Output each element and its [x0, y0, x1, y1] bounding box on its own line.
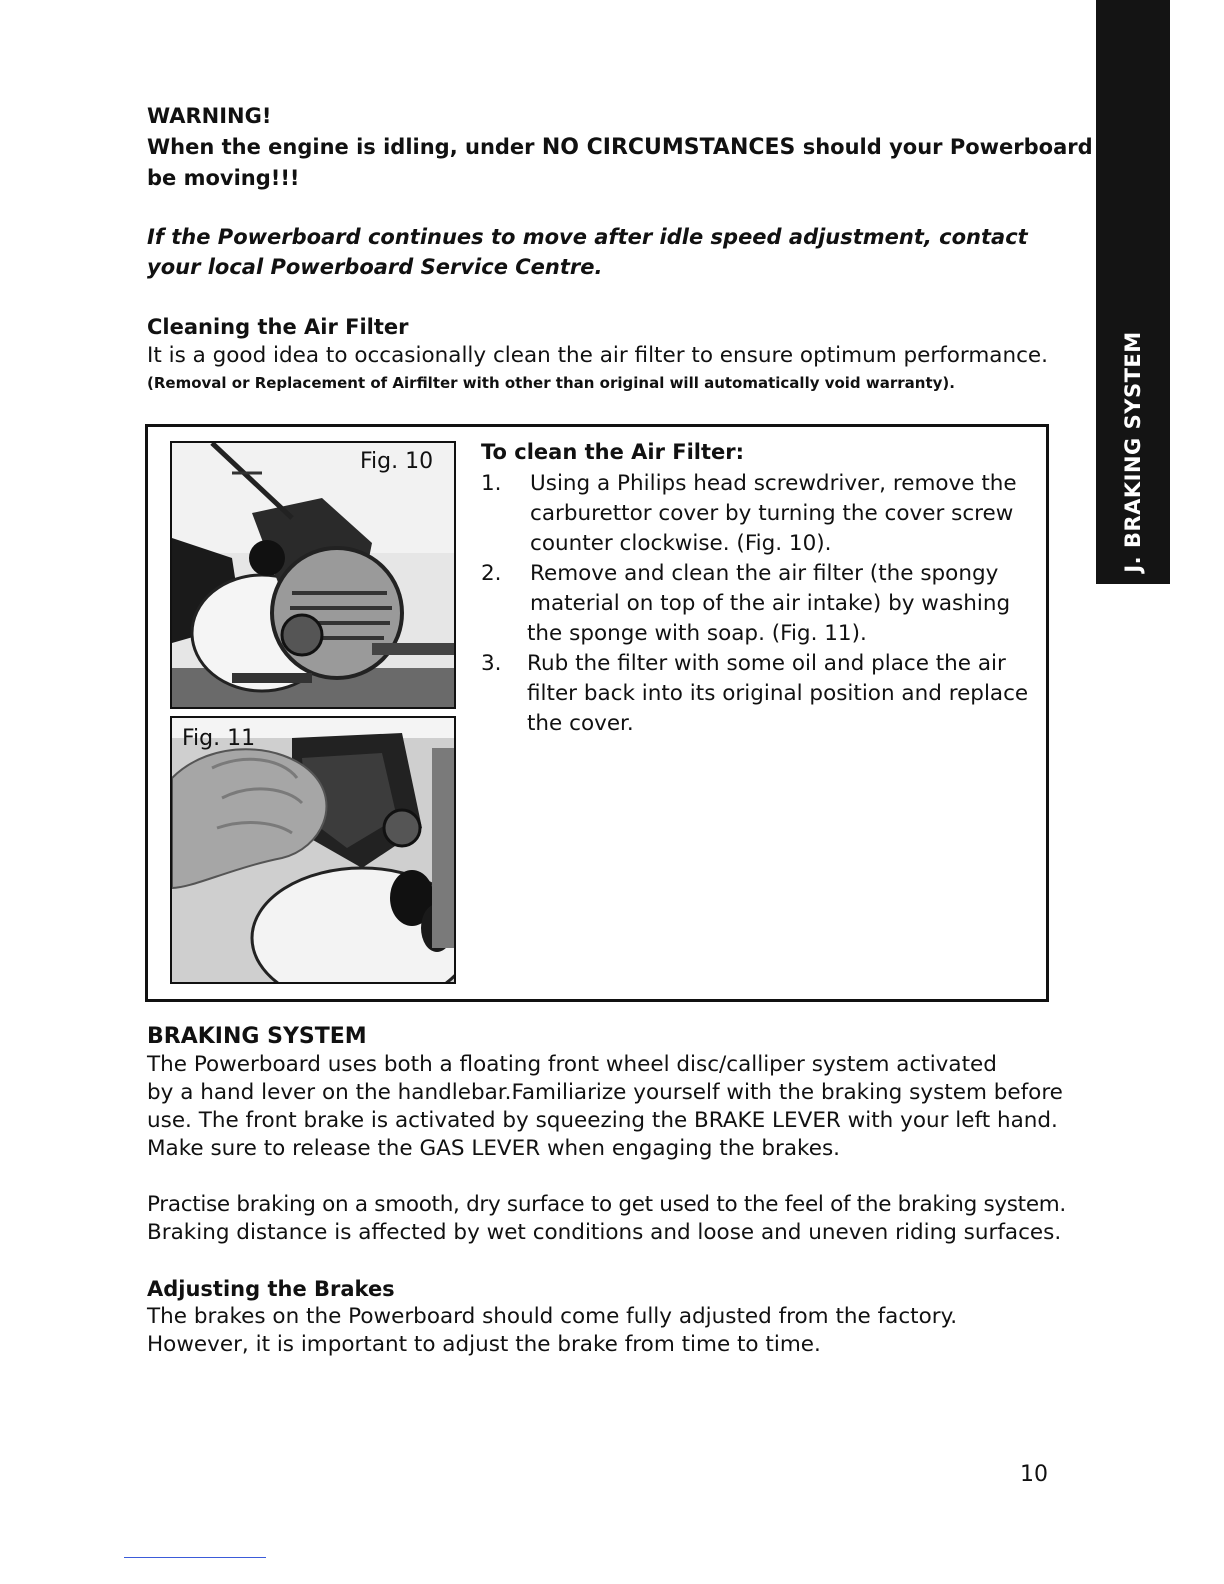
braking-p1-line-3: use. The front brake is activated by squeezing the BRAKE LEVER with your left hand.: [147, 1108, 1058, 1133]
adjusting-line-1: The brakes on the Powerboard should come fully adjusted from the factory.: [147, 1304, 958, 1329]
section-tab: [1096, 0, 1170, 584]
footer-rule: [124, 1557, 266, 1558]
step-1-line-3: counter clockwise. (Fig. 10).: [530, 531, 832, 556]
fig10-photo: [170, 441, 456, 709]
warning-line-1: [147, 135, 1093, 160]
braking-p1-line-4: Make sure to release the GAS LEVER when engaging the brakes.: [147, 1136, 841, 1161]
braking-p1-line-1: The Powerboard uses both a floating front wheel disc/calliper system activated: [147, 1052, 997, 1077]
step-2-number: 2.: [481, 561, 502, 586]
braking-p1-line-2: by a hand lever on the handlebar.Familiarize yourself with the braking system before: [147, 1080, 1063, 1105]
braking-p2-line-1: Practise braking on a smooth, dry surface to get used to the feel of the braking system.: [147, 1192, 1066, 1217]
braking-p2-line-2: Braking distance is affected by wet conditions and loose and uneven riding surfaces.: [147, 1220, 1062, 1245]
step-2-line-3: the sponge with soap. (Fig. 11).: [527, 621, 867, 646]
step-3-number: 3.: [481, 651, 502, 676]
filter-photo-illustration: [172, 718, 454, 982]
step-3-line-1: Rub the filter with some oil and place the air: [527, 651, 1006, 676]
fig11-photo: [170, 716, 456, 984]
air-filter-heading: Cleaning the Air Filter: [147, 315, 409, 339]
braking-heading: BRAKING SYSTEM: [147, 1024, 367, 1049]
step-3-line-2: filter back into its original position and replace: [527, 681, 1029, 706]
step-1-line-1: Using a Philips head screwdriver, remove the: [530, 471, 1017, 496]
warning-line-1c: should your Powerboard: [795, 135, 1093, 159]
warranty-note: (Removal or Replacement of Airfilter with other than original will automatically void warranty).: [147, 374, 955, 392]
step-1-number: 1.: [481, 471, 502, 496]
step-3-line-3: the cover.: [527, 711, 634, 736]
step-2-line-2: material on top of the air intake) by washing: [530, 591, 1011, 616]
fig11-label: Fig. 11: [182, 726, 256, 751]
step-2-line-1: Remove and clean the air filter (the spongy: [530, 561, 999, 586]
warning-title: WARNING!: [147, 104, 272, 128]
warning-line-1a: When the engine is idling, under: [147, 135, 542, 159]
instructions-heading: To clean the Air Filter:: [481, 440, 745, 464]
air-filter-body: It is a good idea to occasionally clean the air filter to ensure optimum performance.: [147, 343, 1048, 368]
service-note-line-2: your local Powerboard Service Centre.: [147, 255, 603, 279]
engine-photo-illustration: [172, 443, 454, 707]
warning-line-2: be moving!!!: [147, 166, 300, 190]
adjusting-line-2: However, it is important to adjust the brake from time to time.: [147, 1332, 821, 1357]
step-1-line-2: carburettor cover by turning the cover screw: [530, 501, 1014, 526]
section-tab-label: J. BRAKING SYSTEM: [1121, 331, 1145, 573]
service-note-line-1: If the Powerboard continues to move after idle speed adjustment, contact: [147, 225, 1028, 249]
warning-emphasis: NO CIRCUMSTANCES: [541, 135, 796, 160]
page-number: 10: [1020, 1462, 1048, 1487]
fig10-label: Fig. 10: [360, 449, 434, 474]
adjusting-heading: Adjusting the Brakes: [147, 1277, 395, 1301]
